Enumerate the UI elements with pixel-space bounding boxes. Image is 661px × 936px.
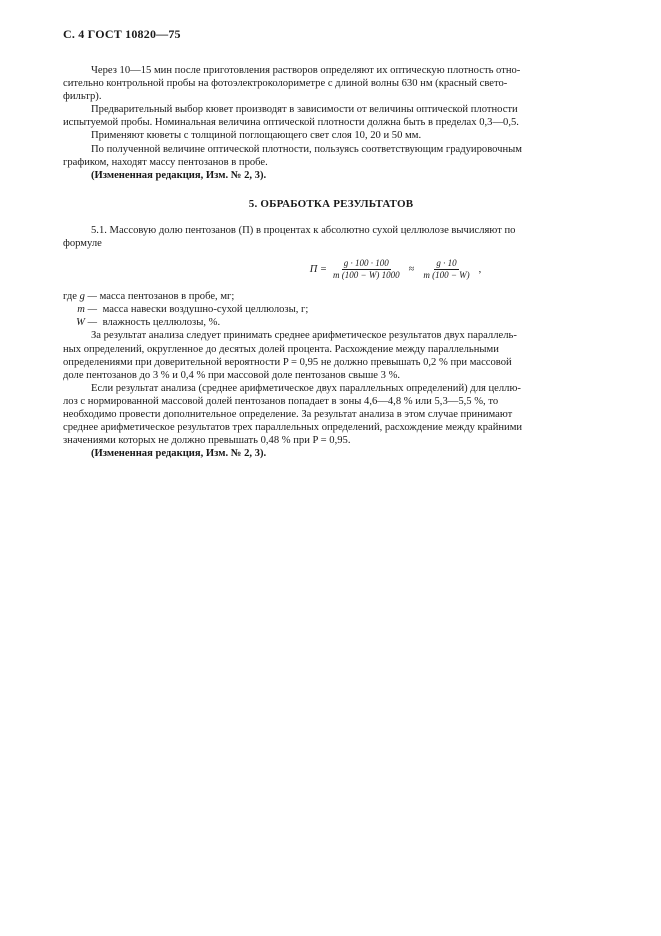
- text-line: лоз с нормированной массовой долей пентозанов попадает в зоны 4,6—4,8 % или 5,3—5,5 %, то: [63, 395, 499, 407]
- formula-fraction-1: [331, 258, 402, 281]
- formula-comma: ,: [478, 263, 482, 275]
- definition-row: [63, 290, 599, 303]
- paragraph-result: [63, 329, 599, 381]
- text-line: По полученной величине оптической плотности, пользуясь соответствующим градуировочным: [91, 143, 522, 155]
- text-line: определениями при доверительной вероятности P = 0,95 не должно превышать 0,2 % при массовой: [63, 356, 512, 368]
- formula-lhs: П =: [309, 263, 327, 275]
- text-line: необходимо провести дополнительное определение. За результат анализа в этом случае принимают: [63, 408, 513, 420]
- text-line: Предварительный выбор кювет производят в зависимости от величины оптической плотности: [91, 104, 518, 116]
- fraction-denominator: m (100 − W) 1000: [333, 269, 400, 280]
- definition-text: влажность целлюлозы, %.: [102, 317, 221, 329]
- text-line: сительно контрольной пробы на фотоэлектроколориметре с длиной волны 630 нм (красный свето-: [63, 78, 508, 90]
- paragraph-additional: [63, 382, 599, 447]
- formula: [195, 254, 599, 284]
- document-body: [63, 64, 599, 460]
- definition-symbol: W —: [76, 317, 97, 329]
- definition-text: масса навески воздушно-сухой целлюлозы, г;: [102, 304, 309, 316]
- text-line: доле пентозанов до 3 % и 0,4 % при массовой доле пентозанов свыше 3 %.: [63, 369, 401, 381]
- definition-symbol: m —: [77, 304, 97, 316]
- fraction-numerator: g · 10: [436, 257, 457, 268]
- formula-fraction-2: [421, 258, 471, 281]
- amendment-note: (Измененная редакция, Изм. № 2, 3).: [91, 448, 267, 460]
- text-line: формуле: [63, 238, 102, 250]
- fraction-numerator: g · 100 · 100: [343, 257, 389, 268]
- text-line: испытуемой пробы. Номинальная величина оптической плотности должна быть в пределах 0,3—0,5.: [63, 117, 519, 129]
- variable-definitions: [63, 290, 599, 329]
- page-header: С. 4 ГОСТ 10820—75: [63, 27, 181, 41]
- text-line: За результат анализа следует принимать среднее арифметическое результатов двух параллель-: [91, 330, 517, 342]
- text-line: фильтр).: [63, 91, 102, 103]
- definition-row: [63, 316, 599, 329]
- paragraph-cuvette-choice: [63, 103, 599, 129]
- definition-prefix: где: [63, 291, 77, 303]
- text-line: Через 10—15 мин после приготовления растворов определяют их оптическую плотность отно-: [91, 65, 521, 76]
- text-line: графиком, находят массу пентозанов в пробе.: [63, 156, 268, 168]
- paragraph-measurement: [63, 64, 599, 103]
- text-line: значениями которых не должно превышать 0,48 % при P = 0,95.: [63, 435, 351, 447]
- text-line: Если результат анализа (среднее арифметическое двух параллельных определений) для целлю-: [91, 382, 521, 394]
- text-line: 5.1. Массовую долю пентозанов (П) в процентах к абсолютно сухой целлюлозе вычисляют по: [91, 224, 516, 236]
- text-line: среднее арифметическое результатов трех параллельных определений, расхождение между крайними: [63, 422, 523, 434]
- paragraph-5-1: [63, 224, 599, 250]
- definition-symbol: g —: [79, 291, 97, 303]
- paragraph-calibration: [63, 143, 599, 169]
- amendment-note: (Измененная редакция, Изм. № 2, 3).: [91, 169, 267, 181]
- text-line: ных определений, округленное до десятых долей процента. Расхождение между параллельными: [63, 343, 499, 355]
- approx-sign: ≈: [408, 263, 415, 275]
- definition-row: [63, 303, 599, 316]
- definition-text: масса пентозанов в пробе, мг;: [99, 291, 235, 303]
- fraction-denominator: m (100 − W): [423, 269, 470, 280]
- paragraph-cuvettes: Применяют кюветы с толщиной поглощающего свет слоя 10, 20 и 50 мм.: [91, 130, 422, 142]
- section-title: 5. ОБРАБОТКА РЕЗУЛЬТАТОВ: [248, 197, 414, 210]
